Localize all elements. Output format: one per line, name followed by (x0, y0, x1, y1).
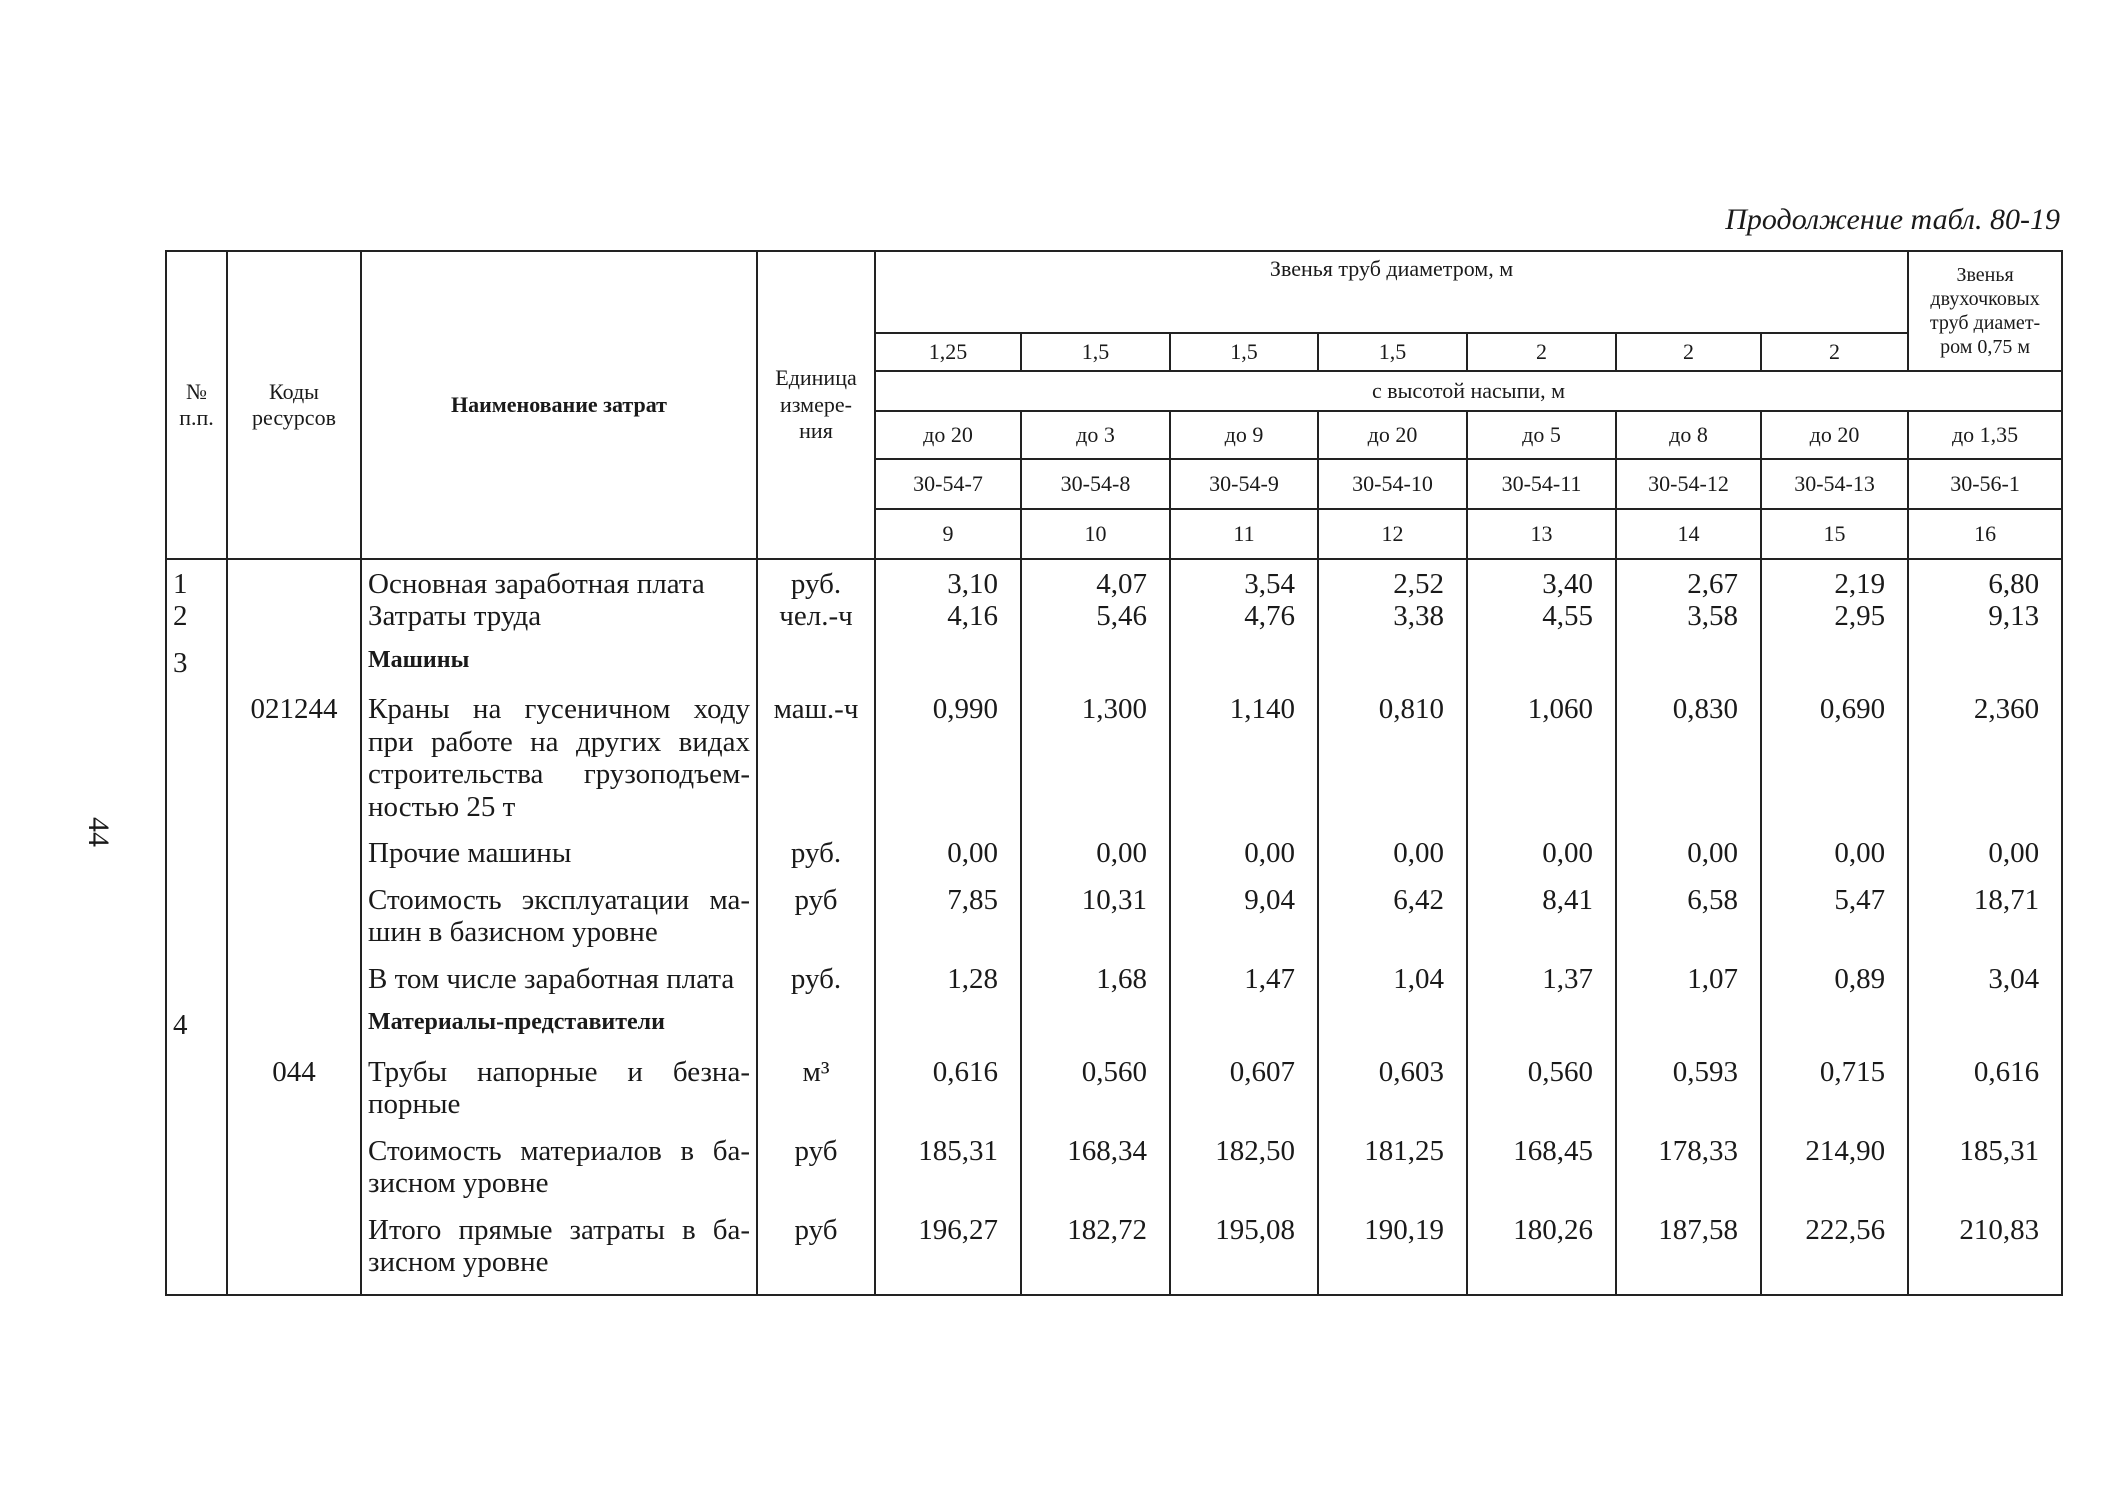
value-cell (875, 995, 1021, 1041)
value-cell: 1,47 (1170, 949, 1318, 995)
resource-code: 021244 (227, 679, 361, 823)
height-cell: до 8 (1616, 411, 1761, 459)
table-row (166, 633, 2062, 679)
value-cell: 0,616 (1908, 1042, 2062, 1121)
value-cell (1170, 995, 1318, 1041)
value-cell: 18,71 (1908, 870, 2062, 949)
unit-cell: руб (757, 1200, 875, 1295)
value-cell: 0,00 (1616, 823, 1761, 869)
value-cell: 0,00 (1021, 823, 1170, 869)
resource-code (227, 870, 361, 949)
code-cell: 30-54-12 (1616, 459, 1761, 509)
unit-cell: руб (757, 870, 875, 949)
unit-cell: руб (757, 1121, 875, 1200)
value-cell (1761, 633, 1908, 679)
value-cell: 0,607 (1170, 1042, 1318, 1121)
code-cell: 30-54-10 (1318, 459, 1467, 509)
row-number (166, 949, 227, 995)
resource-code (227, 1121, 361, 1200)
value-cell (1318, 995, 1467, 1041)
resource-code (227, 995, 361, 1041)
value-cell: 168,45 (1467, 1121, 1616, 1200)
code-cell: 30-56-1 (1908, 459, 2062, 509)
value-cell: 4,07 (1021, 559, 1170, 600)
height-cell: до 20 (1318, 411, 1467, 459)
value-cell: 5,47 (1761, 870, 1908, 949)
value-cell: 2,95 (1761, 600, 1908, 632)
value-cell: 185,31 (1908, 1121, 2062, 1200)
value-cell: 3,04 (1908, 949, 2062, 995)
height-cell: до 5 (1467, 411, 1616, 459)
height-cell: до 9 (1170, 411, 1318, 459)
value-cell: 187,58 (1616, 1200, 1761, 1295)
cost-name: Итого прямые затраты в ба-зисном уровне (361, 1200, 757, 1295)
header-group-double: Звенья двухочковых труб диамет-ром 0,75 м (1908, 251, 2062, 371)
table-row (166, 870, 2062, 949)
value-cell: 4,16 (875, 600, 1021, 632)
value-cell (1170, 633, 1318, 679)
value-cell (1908, 633, 2062, 679)
value-cell: 3,58 (1616, 600, 1761, 632)
value-cell: 1,07 (1616, 949, 1761, 995)
value-cell (875, 633, 1021, 679)
section-heading: Материалы-представители (361, 995, 757, 1041)
diameter-cell: 1,5 (1318, 333, 1467, 371)
height-cell: до 1,35 (1908, 411, 2062, 459)
diameter-cell: 2 (1616, 333, 1761, 371)
value-cell: 1,68 (1021, 949, 1170, 995)
header-codes: Коды ресурсов (227, 251, 361, 559)
row-number (166, 823, 227, 869)
column-number-cell: 10 (1021, 509, 1170, 559)
value-cell: 214,90 (1761, 1121, 1908, 1200)
value-cell: 6,42 (1318, 870, 1467, 949)
height-cell: до 20 (1761, 411, 1908, 459)
height-cell: до 20 (875, 411, 1021, 459)
cost-name: Стоимость материалов в ба-зисном уровне (361, 1121, 757, 1200)
unit-cell: руб. (757, 823, 875, 869)
value-cell: 185,31 (875, 1121, 1021, 1200)
value-cell: 5,46 (1021, 600, 1170, 632)
value-cell (1908, 995, 2062, 1041)
code-cell: 30-54-8 (1021, 459, 1170, 509)
value-cell: 2,19 (1761, 559, 1908, 600)
value-cell: 181,25 (1318, 1121, 1467, 1200)
resource-code (227, 600, 361, 632)
value-cell: 2,67 (1616, 559, 1761, 600)
value-cell: 182,72 (1021, 1200, 1170, 1295)
unit-cell: руб. (757, 559, 875, 600)
row-number (166, 1121, 227, 1200)
value-cell: 0,830 (1616, 679, 1761, 823)
value-cell: 178,33 (1616, 1121, 1761, 1200)
table-row (166, 995, 2062, 1041)
cost-name: Затраты труда (361, 600, 757, 632)
value-cell: 0,990 (875, 679, 1021, 823)
cost-name: Трубы напорные и безна-порные (361, 1042, 757, 1121)
column-number-cell: 15 (1761, 509, 1908, 559)
value-cell: 0,560 (1467, 1042, 1616, 1121)
value-cell: 182,50 (1170, 1121, 1318, 1200)
value-cell: 0,89 (1761, 949, 1908, 995)
header-num: № п.п. (166, 251, 227, 559)
value-cell: 4,55 (1467, 600, 1616, 632)
diameter-cell: 1,25 (875, 333, 1021, 371)
value-cell: 1,060 (1467, 679, 1616, 823)
table-row (166, 1042, 2062, 1121)
value-cell: 3,54 (1170, 559, 1318, 600)
row-number: 3 (166, 633, 227, 679)
header-unit: Единица измере-ния (757, 251, 875, 559)
row-number: 4 (166, 995, 227, 1041)
table-row (166, 949, 2062, 995)
cost-name: В том числе заработная плата (361, 949, 757, 995)
resource-code (227, 949, 361, 995)
cost-name: Стоимость эксплуатации ма-шин в базисном уровне (361, 870, 757, 949)
column-number-cell: 12 (1318, 509, 1467, 559)
value-cell (1467, 633, 1616, 679)
resource-code (227, 633, 361, 679)
code-cell: 30-54-9 (1170, 459, 1318, 509)
value-cell (1021, 633, 1170, 679)
value-cell: 0,00 (1761, 823, 1908, 869)
value-cell: 0,715 (1761, 1042, 1908, 1121)
cost-name: Краны на гусеничном ходу при работе на других видах строительства грузоподъем-ностью 25 т (361, 679, 757, 823)
row-number: 1 (166, 559, 227, 600)
row-number (166, 679, 227, 823)
value-cell: 3,40 (1467, 559, 1616, 600)
value-cell (1021, 995, 1170, 1041)
table-row (166, 823, 2062, 869)
unit-cell: маш.-ч (757, 679, 875, 823)
value-cell: 1,140 (1170, 679, 1318, 823)
value-cell: 222,56 (1761, 1200, 1908, 1295)
value-cell: 0,690 (1761, 679, 1908, 823)
unit-cell: м³ (757, 1042, 875, 1121)
resource-code (227, 1200, 361, 1295)
table-row (166, 1121, 2062, 1200)
code-cell: 30-54-7 (875, 459, 1021, 509)
value-cell: 0,810 (1318, 679, 1467, 823)
row-number (166, 870, 227, 949)
table-caption: Продолжение табл. 80-19 (1725, 203, 2060, 236)
resource-code (227, 559, 361, 600)
value-cell: 2,52 (1318, 559, 1467, 600)
value-cell: 190,19 (1318, 1200, 1467, 1295)
cost-table (165, 250, 2063, 1296)
table-row (166, 600, 2062, 632)
unit-cell: чел.-ч (757, 600, 875, 632)
row-number (166, 1200, 227, 1295)
value-cell: 4,76 (1170, 600, 1318, 632)
value-cell: 180,26 (1467, 1200, 1616, 1295)
value-cell: 2,360 (1908, 679, 2062, 823)
row-number (166, 1042, 227, 1121)
value-cell: 0,593 (1616, 1042, 1761, 1121)
resource-code: 044 (227, 1042, 361, 1121)
table-body (166, 559, 2062, 1295)
value-cell (1318, 633, 1467, 679)
table-header (166, 251, 2062, 559)
value-cell: 195,08 (1170, 1200, 1318, 1295)
section-heading: Машины (361, 633, 757, 679)
column-number-cell: 16 (1908, 509, 2062, 559)
value-cell: 9,13 (1908, 600, 2062, 632)
value-cell: 210,83 (1908, 1200, 2062, 1295)
code-cell: 30-54-11 (1467, 459, 1616, 509)
height-cell: до 3 (1021, 411, 1170, 459)
value-cell: 3,10 (875, 559, 1021, 600)
header-name: Наименование затрат (361, 251, 757, 559)
value-cell: 8,41 (1467, 870, 1616, 949)
value-cell: 10,31 (1021, 870, 1170, 949)
value-cell: 6,58 (1616, 870, 1761, 949)
value-cell: 1,300 (1021, 679, 1170, 823)
value-cell: 6,80 (1908, 559, 2062, 600)
value-cell: 0,00 (875, 823, 1021, 869)
value-cell: 1,04 (1318, 949, 1467, 995)
value-cell: 9,04 (1170, 870, 1318, 949)
column-number-cell: 13 (1467, 509, 1616, 559)
column-number-cell: 9 (875, 509, 1021, 559)
value-cell: 3,38 (1318, 600, 1467, 632)
value-cell: 0,00 (1318, 823, 1467, 869)
diameter-cell: 2 (1761, 333, 1908, 371)
diameter-cell: 2 (1467, 333, 1616, 371)
value-cell (1467, 995, 1616, 1041)
value-cell (1761, 995, 1908, 1041)
value-cell: 0,616 (875, 1042, 1021, 1121)
header-height-label: с высотой насыпи, м (875, 371, 2062, 411)
unit-cell (757, 633, 875, 679)
value-cell: 0,603 (1318, 1042, 1467, 1121)
code-cell: 30-54-13 (1761, 459, 1908, 509)
value-cell: 168,34 (1021, 1121, 1170, 1200)
cost-name: Основная заработная плата (361, 559, 757, 600)
value-cell (1616, 633, 1761, 679)
header-group-pipes: Звенья труб диаметром, м (875, 251, 1908, 333)
value-cell: 7,85 (875, 870, 1021, 949)
unit-cell: руб. (757, 949, 875, 995)
table-row (166, 1200, 2062, 1295)
value-cell: 1,28 (875, 949, 1021, 995)
table-row (166, 559, 2062, 600)
value-cell: 0,00 (1170, 823, 1318, 869)
diameter-cell: 1,5 (1170, 333, 1318, 371)
value-cell: 0,560 (1021, 1042, 1170, 1121)
value-cell: 0,00 (1467, 823, 1616, 869)
value-cell: 0,00 (1908, 823, 2062, 869)
value-cell: 1,37 (1467, 949, 1616, 995)
resource-code (227, 823, 361, 869)
table-row (166, 679, 2062, 823)
value-cell: 196,27 (875, 1200, 1021, 1295)
diameter-cell: 1,5 (1021, 333, 1170, 371)
column-number-cell: 14 (1616, 509, 1761, 559)
page-number: 44 (82, 817, 115, 847)
value-cell (1616, 995, 1761, 1041)
column-number-cell: 11 (1170, 509, 1318, 559)
unit-cell (757, 995, 875, 1041)
row-number: 2 (166, 600, 227, 632)
cost-name: Прочие машины (361, 823, 757, 869)
